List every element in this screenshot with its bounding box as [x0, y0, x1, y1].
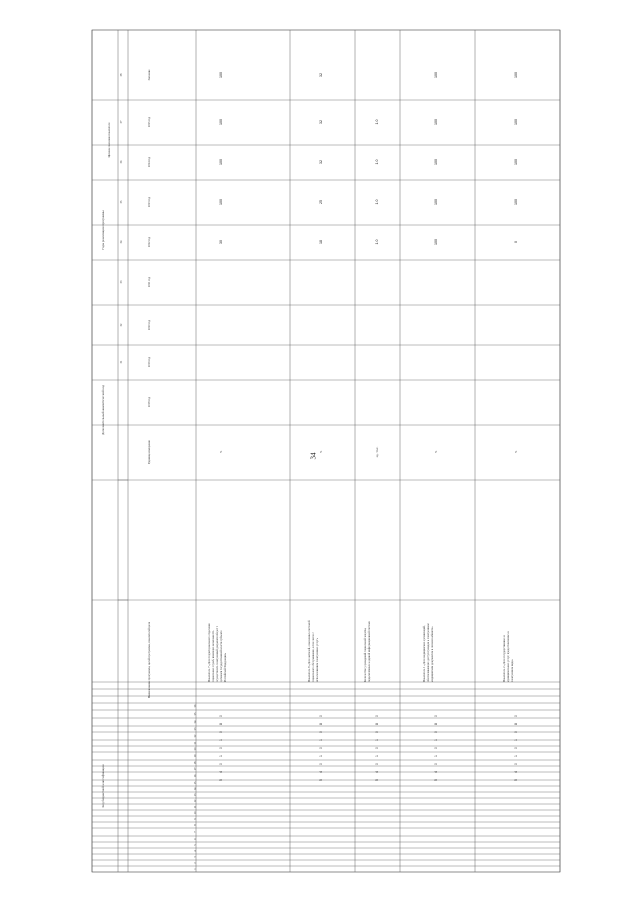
year-value: 32: [319, 160, 323, 164]
year-value: 100: [514, 72, 518, 78]
classifier-digit: 4: [514, 771, 518, 773]
classifier-digit: 5: [514, 779, 518, 781]
classifier-digit: 1: [514, 739, 518, 741]
classifier-digit: 8: [375, 723, 379, 725]
year-column-number: 35: [120, 200, 123, 204]
year-value: 100: [434, 199, 438, 205]
column-number: 1: [194, 868, 197, 870]
column-number: 17: [194, 767, 197, 771]
unit-value: %: [320, 450, 323, 454]
classifier-digit: 0: [514, 715, 518, 717]
year-value: 100: [219, 72, 223, 78]
classifier-digit: 5: [319, 779, 323, 781]
indicator-text: осуществлять электронный документооборот с: [216, 625, 219, 682]
column-number: 3: [194, 856, 197, 858]
indicator-text: Показатель 1 «Доля медицинских организаций,: [423, 625, 426, 682]
indicator-text: органами государственной власти субъекта: [220, 630, 223, 682]
column-number: 6: [194, 838, 197, 840]
classifier-digit: 4: [219, 771, 223, 773]
year-value: 32: [319, 73, 323, 77]
column-number: 2: [194, 862, 197, 864]
year-column-label: Значение: [148, 69, 151, 81]
indicator-text: использованием электронных услуг»: [316, 637, 319, 682]
year-value: 100: [219, 119, 223, 125]
indicator-text: Количество учреждений социальной защиты,: [364, 627, 367, 682]
column-number: 23: [194, 727, 197, 731]
classifier-digit: 0: [219, 715, 223, 717]
classifier-digit: 4: [319, 771, 323, 773]
additional-header: Дополнительный аналитический код: [101, 385, 105, 435]
year-column-label: 2023 год: [148, 196, 151, 208]
column-number: 15: [194, 781, 197, 785]
year-value: 1.0: [375, 159, 379, 165]
column-number: 7: [194, 831, 197, 833]
unit-value: %: [435, 450, 438, 454]
year-column-label: 2021 год: [148, 276, 151, 288]
column-number: 25: [194, 712, 197, 716]
classifier-digit: 0: [375, 763, 379, 765]
column-number: 11: [194, 805, 197, 809]
years-group-header: Годы реализации программы: [101, 210, 105, 250]
column-number: 20: [194, 747, 197, 751]
classifier-digit: 1: [375, 739, 379, 741]
year-column-label: 2019 год: [148, 356, 151, 368]
indicator-text: Показатель 2 «Доля государственных и: [503, 635, 506, 682]
column-number: 21: [194, 741, 197, 745]
year-value: 100: [219, 159, 223, 165]
classifier-digit: 0: [514, 747, 518, 749]
classifier-digit: 4: [434, 771, 438, 773]
classifier-digit: 0: [375, 747, 379, 749]
classifier-digit: 0: [319, 763, 323, 765]
indicator-text: медицинским документам в личном кабинете»: [431, 626, 434, 682]
year-value: 32: [319, 120, 323, 124]
column-number: 8: [194, 824, 197, 826]
classifier-digit: 0: [434, 747, 438, 749]
indicator-text: муниципальных услуг, предоставляемых в: [507, 631, 510, 682]
classifier-digit: 0: [219, 747, 223, 749]
year-value: 100: [434, 159, 438, 165]
column-number: 12: [194, 799, 197, 803]
base-year-header: 2018 год: [148, 396, 151, 408]
year-column-label: 2025 год: [148, 116, 151, 128]
classifier-digit: 8: [434, 723, 438, 725]
classifier-digit: 1: [319, 739, 323, 741]
column-number: 10: [194, 811, 197, 815]
classifier-digit: 0: [434, 715, 438, 717]
column-number: 9: [194, 818, 197, 820]
classifier-digit: 0: [319, 747, 323, 749]
classifier-digit: 1: [514, 755, 518, 757]
year-column-number: 33: [120, 280, 123, 284]
column-number: 22: [194, 734, 197, 738]
year-column-label: 2022 год: [148, 236, 151, 248]
final-value-header: Целевое значение показателя: [108, 122, 111, 158]
indicator-text: социального обслуживания, в том числе с: [312, 632, 315, 682]
year-column-number: 38: [120, 73, 123, 77]
classifier-digit: 0: [375, 715, 379, 717]
column-number: 24: [194, 720, 197, 724]
page-number: 34: [309, 452, 318, 460]
classifier-digit: 4: [375, 771, 379, 773]
unit-header: Единица измерения: [148, 440, 151, 464]
year-value: 100: [514, 199, 518, 205]
year-column-label: 2020 год: [148, 319, 151, 331]
year-value: 1.0: [375, 239, 379, 245]
year-column-label: 2024 год: [148, 156, 151, 168]
column-number: 14: [194, 787, 197, 791]
classifier-digit: 0: [514, 731, 518, 733]
unit-value: %: [220, 450, 223, 454]
classifier-digit: 1: [219, 755, 223, 757]
year-value: 30: [219, 240, 223, 244]
classifier-digit: 5: [375, 779, 379, 781]
column-number: 16: [194, 774, 197, 778]
year-value: 100: [219, 199, 223, 205]
indicator-text: Показатель 7 «Доля территориального отделения: [208, 623, 211, 682]
year-column-number: 32: [120, 323, 123, 327]
classifier-digit: 1: [434, 739, 438, 741]
classifier-digit: 1: [434, 755, 438, 757]
classifier-digit: 8: [219, 723, 223, 725]
indicator-text: Показатель 8 «Доля жителей, охваченных системой: [308, 620, 311, 682]
classifier-digit: 8: [514, 723, 518, 725]
indicator-text: социальных служб, имеющих возможность: [212, 630, 215, 682]
column-number: 26: [194, 704, 197, 708]
year-value: 100: [434, 72, 438, 78]
year-value: 0: [514, 241, 518, 243]
table-frame: [92, 30, 560, 872]
classifier-digit: 0: [319, 731, 323, 733]
column-number: 18: [194, 761, 197, 765]
column-number: 13: [194, 793, 197, 797]
year-value: 1.0: [375, 119, 379, 125]
year-value: 18: [319, 240, 323, 244]
classifier-digit: 0: [514, 763, 518, 765]
classifier-digit: 0: [219, 731, 223, 733]
unit-value: ед. / тыс.: [376, 446, 379, 458]
classifier-digit: 5: [434, 779, 438, 781]
classifier-header: Код бюджетной классификации: [101, 764, 105, 808]
unit-value: %: [515, 450, 518, 454]
year-value: 100: [434, 239, 438, 245]
year-column-number: 37: [120, 120, 123, 124]
indicator-text: обеспечивающих доступ граждан к электронным: [427, 623, 430, 682]
classifier-digit: 1: [219, 739, 223, 741]
year-value: 100: [514, 159, 518, 165]
classifier-digit: 0: [219, 763, 223, 765]
year-value: 1.0: [375, 199, 379, 205]
indicator-text: подключённых к единой информационной системе: [368, 621, 371, 682]
classifier-digit: 1: [375, 755, 379, 757]
column-number: 4: [194, 850, 197, 852]
year-column-number: 34: [120, 240, 123, 244]
year-column-number: 36: [120, 160, 123, 164]
classifier-digit: 0: [434, 731, 438, 733]
classifier-digit: 0: [434, 763, 438, 765]
program-title-header: Наименование программы, целей программы, показателей цели: [148, 621, 151, 699]
classifier-digit: 0: [319, 715, 323, 717]
year-value: 100: [434, 119, 438, 125]
year-value: 100: [514, 119, 518, 125]
classifier-digit: 1: [319, 755, 323, 757]
year-column-number: 31: [120, 360, 123, 364]
column-number: 19: [194, 754, 197, 758]
indicator-text: Российской Федерации»: [224, 652, 227, 682]
indicator-text: электронном виде»: [511, 659, 514, 682]
year-value: 25: [319, 200, 323, 204]
column-number: 5: [194, 844, 197, 846]
classifier-digit: 8: [319, 723, 323, 725]
classifier-digit: 5: [219, 779, 223, 781]
classifier-digit: 0: [375, 731, 379, 733]
